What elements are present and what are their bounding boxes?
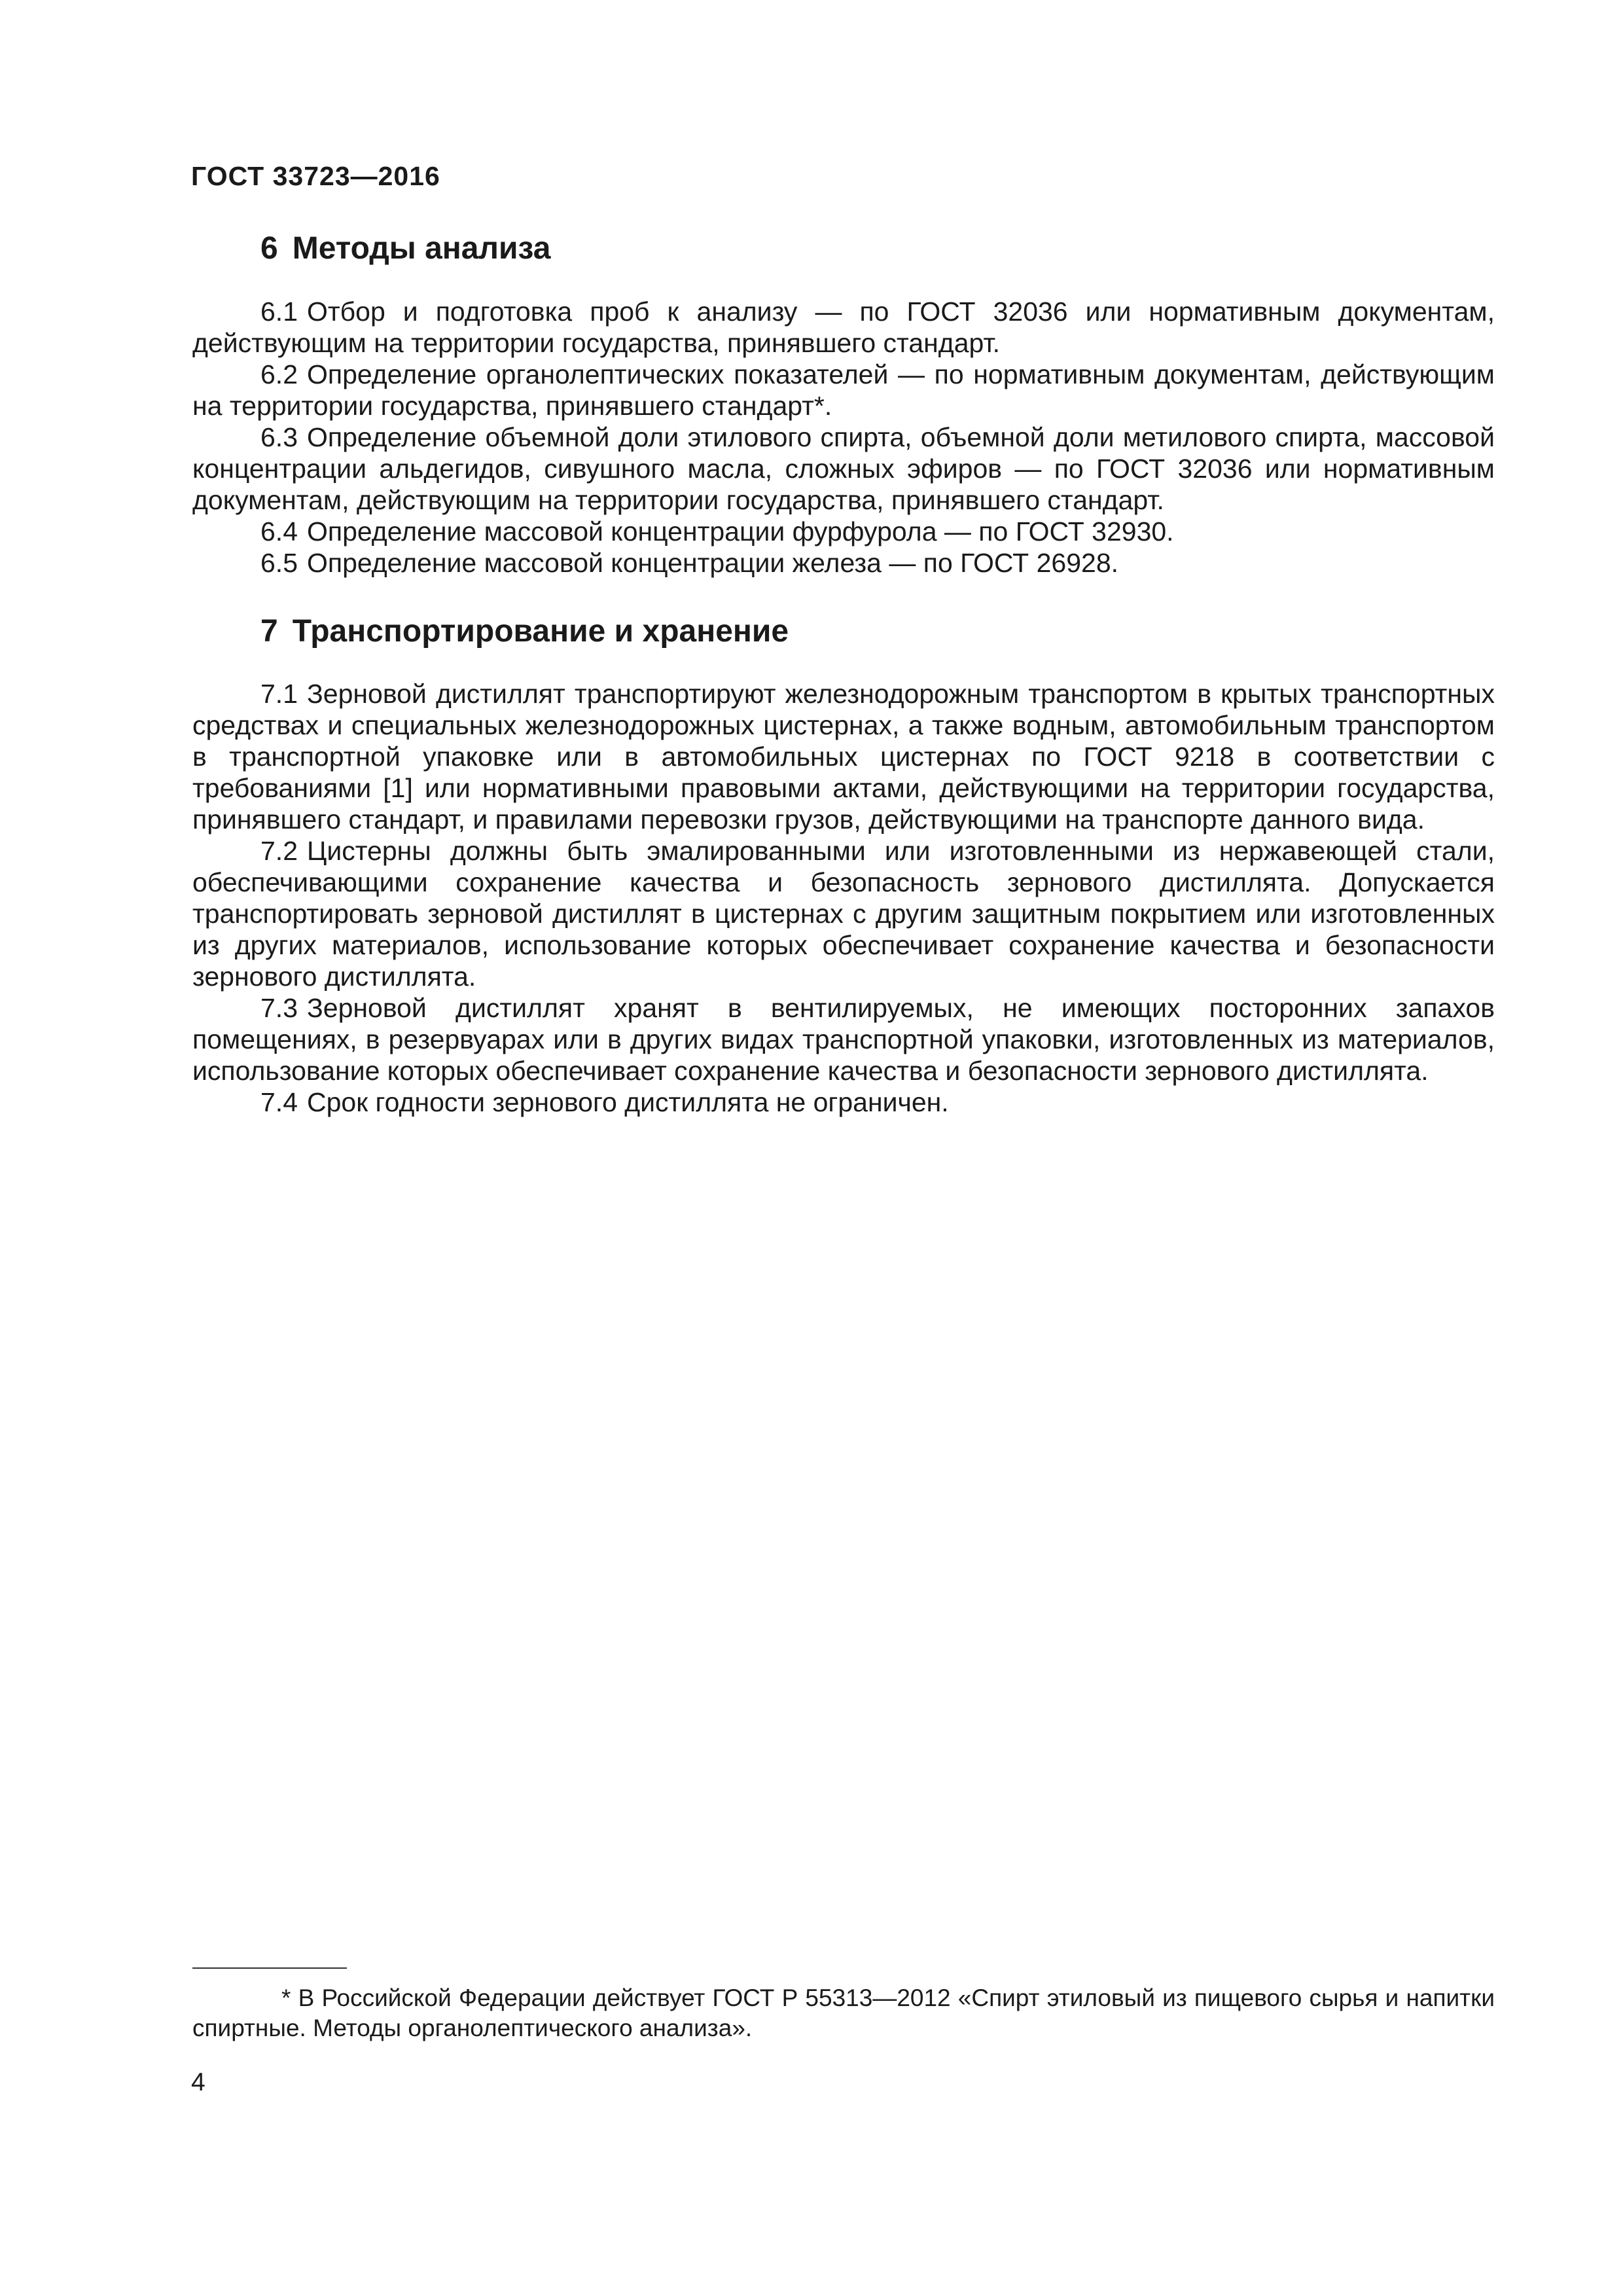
section-7-body [192,678,1495,1118]
paragraph-number: 6.4 [260,516,298,547]
paragraph-number: 6.2 [260,359,298,389]
section-7-title [260,613,789,649]
paragraph-6-2 [192,359,1495,422]
paragraph-text: Определение массовой концентрации железа — по ГОСТ 26928. [307,548,1119,578]
section-heading: Методы анализа [292,231,551,266]
paragraph-7-2 [192,835,1495,992]
document-header: ГОСТ 33723—2016 [191,161,440,191]
paragraph-7-3 [192,992,1495,1086]
section-heading: Транспортирование и хранение [292,614,789,649]
paragraph-number: 7.1 [260,679,298,709]
paragraph-text: Зерновой дистиллят хранят в вентилируемых, не имеющих посторонних запахов помещениях, в резервуарах или в других видах транспортной упаковки, изготовленных из материалов, использование которых обеспечивает сохранение качества и безопасности зернового дистиллята. [192,993,1495,1086]
paragraph-text: Зерновой дистиллят транспортируют железнодорожным транспортом в крытых транспортных средствах и специальных железнодорожных цистернах, а также водным, автомобильным транспортом в транспортной упаковке или в автомобильных цистернах по ГОСТ 9218 в соответствии с требованиями [1] или нормативными правовыми актами, действующими на территории государства, принявшего стандарт, и правилами перевозки грузов, действующими на транспорте данного вида. [192,679,1495,834]
paragraph-number: 7.4 [260,1087,298,1117]
paragraph-text: Отбор и подготовка проб к анализу — по ГОСТ 32036 или нормативным документам, действующим на территории государства, принявшего стандарт. [192,296,1495,358]
section-6-body [192,296,1495,579]
footnote-divider [192,1967,347,1969]
paragraph-number: 6.3 [260,422,298,452]
section-6-title [260,230,550,266]
section-number: 7 [260,614,278,649]
paragraph-6-3 [192,422,1495,516]
paragraph-6-5 [192,547,1495,579]
paragraph-number: 6.1 [260,296,298,327]
paragraph-7-4 [192,1086,1495,1118]
section-number: 6 [260,231,278,266]
paragraph-text: Срок годности зернового дистиллята не ограничен. [307,1087,949,1117]
paragraph-number: 6.5 [260,548,298,578]
paragraph-text: Цистерны должны быть эмалированными или изготовленными из нержавеющей стали, обеспечивающими сохранение качества и безопасность зернового дистиллята. Допускается транспортировать зерновой дистиллят в цистернах с другим защитным покрытием или изготовленных из других материалов, использование которых обеспечивает сохранение качества и безопасности зернового дистиллята. [192,836,1495,992]
paragraph-text: Определение органолептических показателей — по нормативным документам, действующим на территории государства, принявшего стандарт*. [192,359,1495,421]
paragraph-number: 7.3 [260,993,298,1023]
paragraph-number: 7.2 [260,836,298,866]
paragraph-text: Определение объемной доли этилового спирта, объемной доли метилового спирта, массовой концентрации альдегидов, сивушного масла, сложных эфиров — по ГОСТ 32036 или нормативным документам, действующим на территории государства, принявшего стандарт. [192,422,1495,515]
footnote: * В Российской Федерации действует ГОСТ Р 55313—2012 «Спирт этиловый из пищевого сырья и напитки спиртные. Методы органолептического анализа». [192,1984,1495,2041]
paragraph-text: Определение массовой концентрации фурфурола — по ГОСТ 32930. [307,516,1174,547]
paragraph-6-1 [192,296,1495,359]
paragraph-6-4 [192,516,1495,547]
paragraph-7-1 [192,678,1495,835]
page-number: 4 [191,2068,205,2096]
